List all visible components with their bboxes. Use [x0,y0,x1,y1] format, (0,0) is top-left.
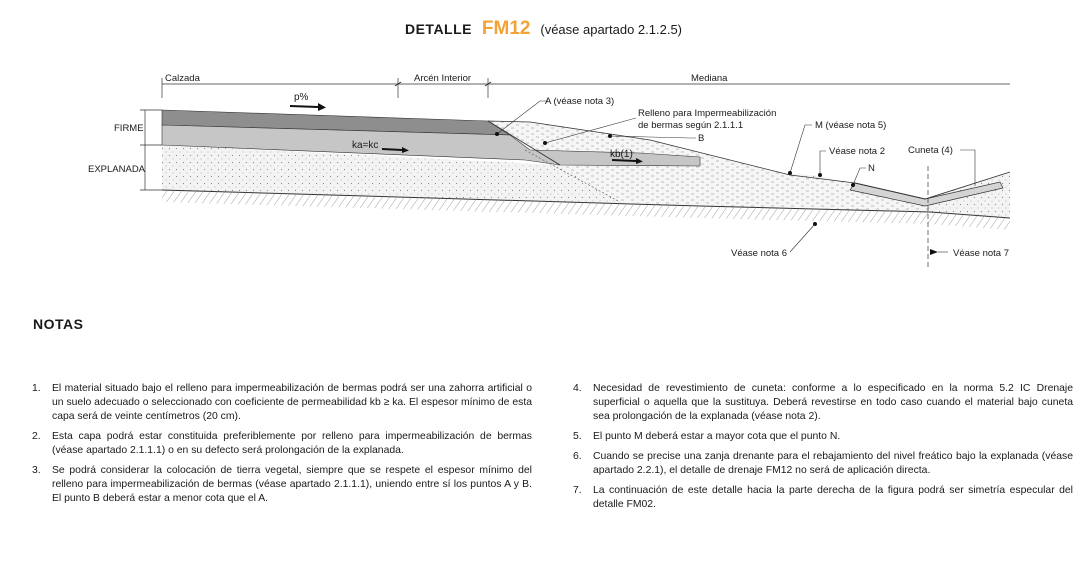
zone-mediana-label: Mediana [691,73,728,84]
note-text: Esta capa podrá estar constituida preferiblemente por relleno para impermeabilización de bermas (véase apartado 2.1.1.1) o en su defecto será prolongación de la explanada. [52,431,532,456]
note-text: Cuando se precise una zanja drenante para el rebajamiento del nivel freático bajo la explanada (véase apartado 2.2.1), el detalle de drenaje FM12 no será de aplicación directa. [593,451,1073,476]
layer-explanada-label: EXPLANADA [88,164,146,175]
note-item [573,450,1073,478]
detail-title [0,18,1087,40]
nota6-label: Véase nota 6 [731,248,787,259]
note-text: La continuación de este detalle hacia la parte derecha de la figura podrá ser simetría especular del detalle FM02. [593,485,1073,510]
zone-arcen-label: Arcén Interior [414,73,472,84]
point-b-label: B [698,133,705,144]
note-text: El material situado bajo el relleno para impermeabilización de bermas podrá ser una zahorra artificial o un suelo adecuado o seleccionado con coeficiente de permeabilidad kb ≥ ka. El espesor mínimo de esta capa será de veinte centímetros (20 cm). [52,383,532,422]
note-number: 7. [573,485,582,496]
note-item [573,484,1073,512]
note-item [573,382,1073,424]
note-item [32,382,532,424]
cuneta-label: Cuneta (4) [908,145,953,156]
title-reference: (véase apartado 2.1.2.5) [540,22,683,37]
zone-calzada-label: Calzada [165,73,200,84]
notes-column-left [32,382,532,512]
note-number: 6. [573,451,582,462]
relleno-label-line1: Relleno para Impermeabilización [638,108,777,119]
note-item [573,430,1073,444]
layer-firme-label: FIRME [114,123,144,134]
notes-heading: NOTAS [33,316,84,332]
nota2-label: Véase nota 2 [829,146,885,157]
note-text: El punto M deberá estar a mayor cota que el punto N. [593,431,841,442]
note-number: 4. [573,383,582,394]
cross-section-diagram [0,60,1087,275]
ka-kc-label: ka=kc [352,140,379,151]
layer-bracket [140,110,162,190]
note-item [32,430,532,458]
point-m-label: M (véase nota 5) [815,120,887,131]
note-text: Necesidad de revestimiento de cuneta: conforme a lo especificado en la norma 5.2 IC Drenaje superficial o aquella que la sustituya. Deberá revestirse en todo caso cuando el material bajo cuneta sea prolongación de la explanada (véase nota 2). [593,383,1073,422]
note-number: 5. [573,431,582,442]
nota7-label: Véase nota 7 [953,248,1009,259]
kb-label: kb(1) [610,149,633,160]
note-text: Se podrá considerar la colocación de tierra vegetal, siempre que se respete el espesor mínimo del relleno para impermeabilización de bermas (véase apartado 2.1.1.1), uniendo entre sí los puntos A y B. El punto B deberá estar a menor cota que el A. [52,465,532,504]
relleno-label-line2: de bermas según 2.1.1.1 [638,120,744,131]
notes-column-right [573,382,1073,518]
slope-label: p% [294,92,309,103]
note-number: 2. [32,431,41,442]
title-code: FM12 [481,18,531,39]
note-item [32,464,532,506]
note-number: 3. [32,465,41,476]
title-prefix: DETALLE [404,21,472,37]
zone-dimension-line [162,78,1010,98]
point-n-label: N [868,163,875,174]
slope-arrow [290,103,326,111]
note-number: 1. [32,383,41,394]
point-a-label: A (véase nota 3) [545,96,615,107]
